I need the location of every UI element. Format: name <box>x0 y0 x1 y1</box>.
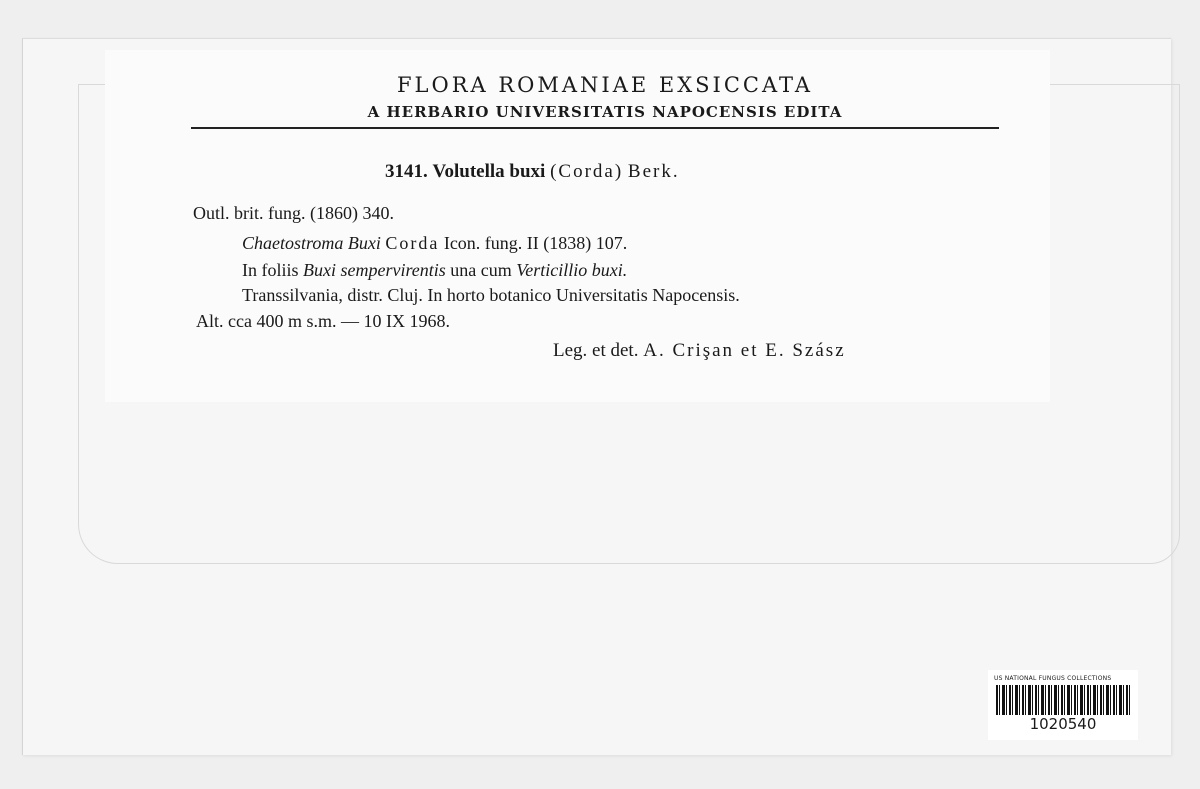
header-divider <box>191 127 999 129</box>
species-author-basionym: (Corda) <box>550 161 624 182</box>
label-title: FLORA ROMANIAE EXSICCATA <box>396 73 814 97</box>
host-associate: Verticillio buxi. <box>516 260 628 280</box>
locality-line: Transsilvania, distr. Cluj. In horto botanico Universitatis Napocensis. <box>242 285 740 305</box>
label-subtitle: A HERBARIO UNIVERSITATIS NAPOCENSIS EDITA <box>367 103 843 121</box>
publication-reference: Outl. brit. fung. (1860) 340. <box>193 203 394 223</box>
altitude-date-line: Alt. cca 400 m s.m. — 10 IX 1968. <box>196 311 450 331</box>
synonym-name: Chaetostroma Buxi <box>242 233 381 253</box>
collectors-names: A. Crişan et E. Szász <box>643 340 846 361</box>
host-line <box>242 260 627 281</box>
barcode-image <box>996 685 1130 715</box>
exsiccata-number: 3141. <box>385 161 428 182</box>
synonym-line <box>242 233 627 254</box>
synonym-citation: Icon. fung. II (1838) 107. <box>443 233 628 253</box>
barcode-number: 1020540 <box>1029 715 1097 733</box>
barcode-institution: US NATIONAL FUNGUS COLLECTIONS <box>994 675 1112 682</box>
species-line <box>385 161 680 183</box>
species-name: Volutella buxi <box>432 161 546 182</box>
herbarium-label <box>105 50 1050 402</box>
collectors-line <box>553 340 846 362</box>
host-plant: Buxi sempervirentis <box>303 260 446 280</box>
host-prefix: In foliis <box>242 260 299 280</box>
species-author: Berk. <box>627 161 680 182</box>
host-middle: una cum <box>450 260 512 280</box>
barcode-label <box>988 670 1138 740</box>
collectors-prefix: Leg. et det. <box>553 340 639 361</box>
synonym-author: Corda <box>385 233 440 253</box>
